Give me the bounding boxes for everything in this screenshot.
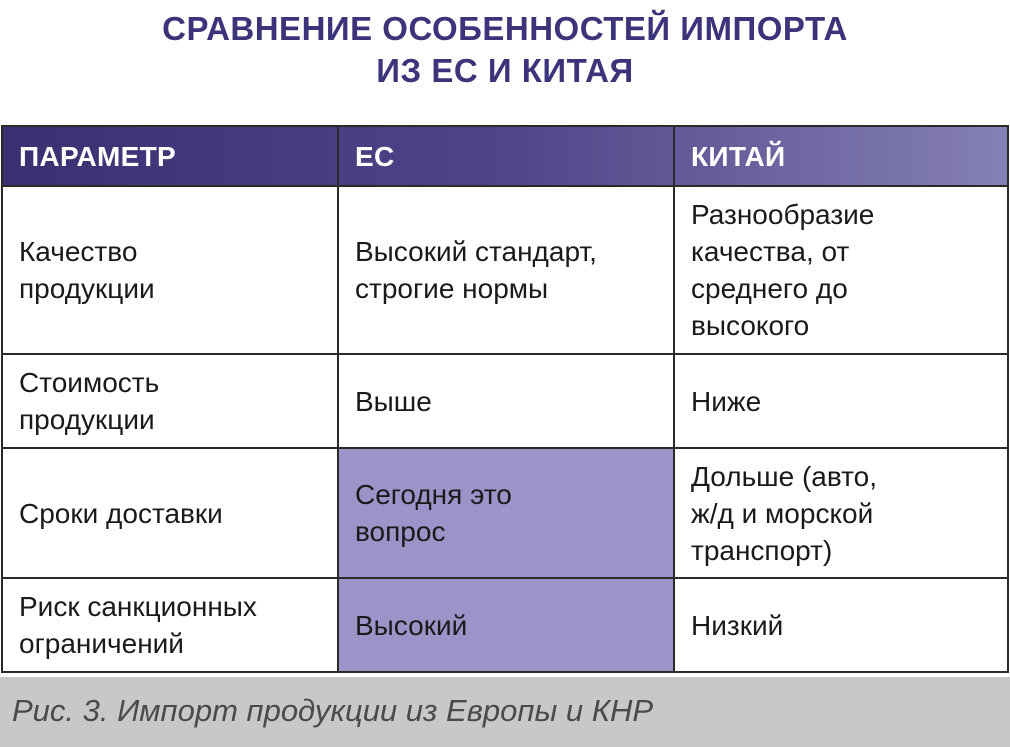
cell-china xyxy=(674,578,1008,672)
cell-china xyxy=(674,448,1008,578)
cell-text: продукции xyxy=(19,404,155,435)
cell-parameter xyxy=(2,578,338,672)
cell-eu-highlighted xyxy=(338,578,674,672)
cell-text: Высокий стандарт, xyxy=(355,236,597,267)
comparison-table xyxy=(1,125,1009,673)
cell-text: транспорт) xyxy=(691,534,833,566)
cell-text: Выше xyxy=(355,385,432,417)
cell-text: Сроки доставки xyxy=(19,497,223,529)
cell-text: ж/д и морской xyxy=(691,497,874,529)
header-china: КИТАЙ xyxy=(674,126,1008,186)
cell-text: высокого xyxy=(691,310,810,341)
cell-text: Разнообразие xyxy=(691,199,875,230)
table-header-row xyxy=(2,126,1008,186)
cell-text: продукции xyxy=(19,273,155,304)
header-eu: ЕС xyxy=(338,126,674,186)
cell-text: Сегодня это xyxy=(355,479,512,510)
cell-text: Стоимость xyxy=(19,367,160,398)
cell-eu-highlighted xyxy=(338,448,674,578)
cell-eu xyxy=(338,186,674,354)
cell-text: среднего до xyxy=(691,273,848,304)
cell-text: вопрос xyxy=(355,516,446,547)
cell-text: Высокий xyxy=(355,609,468,641)
cell-parameter xyxy=(2,448,338,578)
cell-text: Ниже xyxy=(691,385,762,417)
cell-eu xyxy=(338,354,674,448)
table-row xyxy=(2,354,1008,448)
cell-text: Качество xyxy=(19,236,138,267)
page-title xyxy=(0,8,1010,92)
title-line-1: СРАВНЕНИЕ ОСОБЕННОСТЕЙ ИМПОРТА xyxy=(162,10,848,47)
cell-china xyxy=(674,186,1008,354)
figure-caption-bar xyxy=(0,677,1010,747)
table-row xyxy=(2,578,1008,672)
table-row xyxy=(2,186,1008,354)
cell-text: Риск санкционных xyxy=(19,591,257,622)
title-line-2: ИЗ ЕС И КИТАЯ xyxy=(376,52,634,89)
cell-text: Дольше (авто, xyxy=(691,460,877,492)
header-parameter: ПАРАМЕТР xyxy=(2,126,338,186)
cell-text: строгие нормы xyxy=(355,273,549,304)
cell-parameter xyxy=(2,186,338,354)
table-row xyxy=(2,448,1008,578)
cell-text: Низкий xyxy=(691,609,784,641)
cell-text: ограничений xyxy=(19,628,184,659)
cell-parameter xyxy=(2,354,338,448)
cell-text: качества, от xyxy=(691,236,850,267)
cell-china xyxy=(674,354,1008,448)
figure-caption: Рис. 3. Импорт продукции из Европы и КНР xyxy=(12,693,654,728)
